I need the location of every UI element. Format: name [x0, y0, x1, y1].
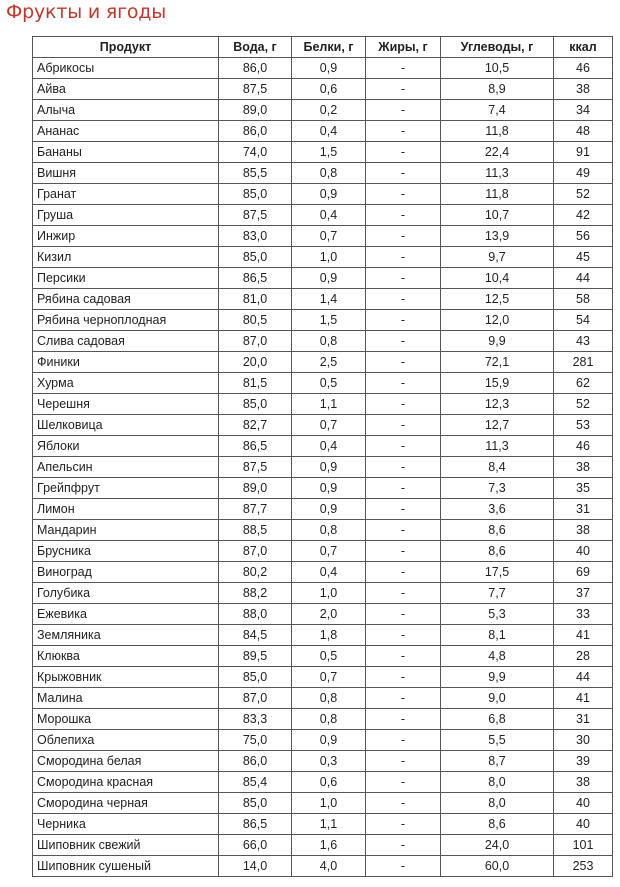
fat-cell: - — [366, 709, 441, 730]
water-cell: 80,5 — [219, 310, 292, 331]
carbs-cell: 7,4 — [441, 100, 554, 121]
water-cell: 85,4 — [219, 772, 292, 793]
water-cell: 83,3 — [219, 709, 292, 730]
product-name-cell: Черника — [33, 814, 219, 835]
fat-cell: - — [366, 562, 441, 583]
product-name-cell: Бананы — [33, 142, 219, 163]
protein-cell: 0,7 — [292, 541, 366, 562]
fat-cell: - — [366, 751, 441, 772]
product-name-cell: Клюква — [33, 646, 219, 667]
water-cell: 84,5 — [219, 625, 292, 646]
table-row — [33, 310, 613, 331]
fat-cell: - — [366, 226, 441, 247]
carbs-cell: 12,5 — [441, 289, 554, 310]
fat-cell: - — [366, 583, 441, 604]
product-name-cell: Вишня — [33, 163, 219, 184]
fat-cell: - — [366, 79, 441, 100]
table-row — [33, 604, 613, 625]
protein-cell: 0,9 — [292, 478, 366, 499]
protein-cell: 0,8 — [292, 331, 366, 352]
kcal-cell: 41 — [554, 625, 613, 646]
kcal-cell: 69 — [554, 562, 613, 583]
carbs-cell: 15,9 — [441, 373, 554, 394]
carbs-cell: 72,1 — [441, 352, 554, 373]
carbs-cell: 10,5 — [441, 58, 554, 79]
protein-cell: 0,4 — [292, 562, 366, 583]
water-cell: 86,0 — [219, 58, 292, 79]
protein-cell: 2,0 — [292, 604, 366, 625]
carbs-cell: 5,3 — [441, 604, 554, 625]
fat-cell: - — [366, 205, 441, 226]
product-name-cell: Малина — [33, 688, 219, 709]
water-cell: 89,0 — [219, 478, 292, 499]
product-name-cell: Шелковица — [33, 415, 219, 436]
fat-cell: - — [366, 373, 441, 394]
kcal-cell: 91 — [554, 142, 613, 163]
kcal-cell: 281 — [554, 352, 613, 373]
kcal-cell: 44 — [554, 268, 613, 289]
product-name-cell: Алыча — [33, 100, 219, 121]
protein-cell: 1,6 — [292, 835, 366, 856]
table-row — [33, 289, 613, 310]
kcal-cell: 62 — [554, 373, 613, 394]
protein-cell: 0,4 — [292, 121, 366, 142]
carbs-cell: 8,0 — [441, 772, 554, 793]
product-name-cell: Рябина черноплодная — [33, 310, 219, 331]
table-row — [33, 583, 613, 604]
protein-cell: 0,8 — [292, 709, 366, 730]
protein-cell: 0,9 — [292, 184, 366, 205]
table-row — [33, 457, 613, 478]
table-row — [33, 478, 613, 499]
table-row — [33, 352, 613, 373]
fat-cell: - — [366, 625, 441, 646]
product-name-cell: Земляника — [33, 625, 219, 646]
water-cell: 86,0 — [219, 121, 292, 142]
kcal-cell: 37 — [554, 583, 613, 604]
fat-cell: - — [366, 184, 441, 205]
carbs-cell: 8,0 — [441, 793, 554, 814]
water-cell: 86,5 — [219, 814, 292, 835]
water-cell: 85,0 — [219, 184, 292, 205]
table-row — [33, 163, 613, 184]
kcal-cell: 31 — [554, 499, 613, 520]
fat-cell: - — [366, 667, 441, 688]
fat-cell: - — [366, 268, 441, 289]
kcal-cell: 44 — [554, 667, 613, 688]
table-row — [33, 436, 613, 457]
table-row — [33, 625, 613, 646]
carbs-cell: 8,6 — [441, 541, 554, 562]
fat-cell: - — [366, 310, 441, 331]
water-cell: 75,0 — [219, 730, 292, 751]
table-row — [33, 499, 613, 520]
product-name-cell: Облепиха — [33, 730, 219, 751]
protein-cell: 0,9 — [292, 457, 366, 478]
product-name-cell: Гранат — [33, 184, 219, 205]
kcal-cell: 56 — [554, 226, 613, 247]
fat-cell: - — [366, 352, 441, 373]
nutrition-table — [32, 36, 613, 877]
protein-cell: 0,6 — [292, 79, 366, 100]
water-cell: 87,7 — [219, 499, 292, 520]
product-name-cell: Ананас — [33, 121, 219, 142]
water-cell: 81,5 — [219, 373, 292, 394]
column-header-carbs: Углеводы, г — [441, 37, 554, 58]
water-cell: 83,0 — [219, 226, 292, 247]
carbs-cell: 11,8 — [441, 121, 554, 142]
water-cell: 80,2 — [219, 562, 292, 583]
table-body — [33, 58, 613, 877]
kcal-cell: 46 — [554, 436, 613, 457]
water-cell: 85,0 — [219, 793, 292, 814]
product-name-cell: Инжир — [33, 226, 219, 247]
carbs-cell: 8,4 — [441, 457, 554, 478]
fat-cell: - — [366, 814, 441, 835]
table-row — [33, 688, 613, 709]
column-header-kcal: ккал — [554, 37, 613, 58]
protein-cell: 1,0 — [292, 247, 366, 268]
kcal-cell: 45 — [554, 247, 613, 268]
carbs-cell: 9,7 — [441, 247, 554, 268]
water-cell: 85,5 — [219, 163, 292, 184]
kcal-cell: 35 — [554, 478, 613, 499]
product-name-cell: Смородина черная — [33, 793, 219, 814]
table-row — [33, 562, 613, 583]
carbs-cell: 11,3 — [441, 436, 554, 457]
product-name-cell: Ежевика — [33, 604, 219, 625]
kcal-cell: 54 — [554, 310, 613, 331]
product-name-cell: Рябина садовая — [33, 289, 219, 310]
protein-cell: 2,5 — [292, 352, 366, 373]
table-row — [33, 184, 613, 205]
product-name-cell: Шиповник сушеный — [33, 856, 219, 877]
fat-cell: - — [366, 478, 441, 499]
fat-cell: - — [366, 856, 441, 877]
fat-cell: - — [366, 58, 441, 79]
carbs-cell: 8,7 — [441, 751, 554, 772]
table-row — [33, 331, 613, 352]
table-row — [33, 856, 613, 877]
kcal-cell: 42 — [554, 205, 613, 226]
water-cell: 86,5 — [219, 268, 292, 289]
carbs-cell: 9,9 — [441, 667, 554, 688]
carbs-cell: 8,9 — [441, 79, 554, 100]
fat-cell: - — [366, 835, 441, 856]
product-name-cell: Голубика — [33, 583, 219, 604]
product-name-cell: Мандарин — [33, 520, 219, 541]
kcal-cell: 43 — [554, 331, 613, 352]
fat-cell: - — [366, 163, 441, 184]
table-row — [33, 772, 613, 793]
fat-cell: - — [366, 520, 441, 541]
carbs-cell: 24,0 — [441, 835, 554, 856]
protein-cell: 0,7 — [292, 415, 366, 436]
carbs-cell: 12,3 — [441, 394, 554, 415]
product-name-cell: Смородина красная — [33, 772, 219, 793]
product-name-cell: Морошка — [33, 709, 219, 730]
table-row — [33, 247, 613, 268]
protein-cell: 0,9 — [292, 58, 366, 79]
product-name-cell: Слива садовая — [33, 331, 219, 352]
column-header-product: Продукт — [33, 37, 219, 58]
fat-cell: - — [366, 793, 441, 814]
column-header-protein: Белки, г — [292, 37, 366, 58]
water-cell: 88,2 — [219, 583, 292, 604]
table-row — [33, 814, 613, 835]
kcal-cell: 38 — [554, 457, 613, 478]
table-row — [33, 415, 613, 436]
protein-cell: 1,1 — [292, 814, 366, 835]
water-cell: 82,7 — [219, 415, 292, 436]
fat-cell: - — [366, 541, 441, 562]
product-name-cell: Финики — [33, 352, 219, 373]
water-cell: 87,0 — [219, 331, 292, 352]
product-name-cell: Груша — [33, 205, 219, 226]
product-name-cell: Айва — [33, 79, 219, 100]
table-row — [33, 79, 613, 100]
fat-cell: - — [366, 289, 441, 310]
protein-cell: 0,2 — [292, 100, 366, 121]
fat-cell: - — [366, 142, 441, 163]
protein-cell: 0,4 — [292, 436, 366, 457]
table-row — [33, 394, 613, 415]
fat-cell: - — [366, 100, 441, 121]
fat-cell: - — [366, 730, 441, 751]
table-row — [33, 268, 613, 289]
column-header-water: Вода, г — [219, 37, 292, 58]
fat-cell: - — [366, 646, 441, 667]
protein-cell: 0,8 — [292, 163, 366, 184]
carbs-cell: 10,7 — [441, 205, 554, 226]
protein-cell: 0,7 — [292, 226, 366, 247]
protein-cell: 0,3 — [292, 751, 366, 772]
table-row — [33, 226, 613, 247]
protein-cell: 0,5 — [292, 646, 366, 667]
fat-cell: - — [366, 247, 441, 268]
kcal-cell: 28 — [554, 646, 613, 667]
water-cell: 85,0 — [219, 394, 292, 415]
protein-cell: 0,9 — [292, 268, 366, 289]
table-row — [33, 835, 613, 856]
kcal-cell: 40 — [554, 814, 613, 835]
product-name-cell: Черешня — [33, 394, 219, 415]
carbs-cell: 13,9 — [441, 226, 554, 247]
carbs-cell: 3,6 — [441, 499, 554, 520]
product-name-cell: Виноград — [33, 562, 219, 583]
protein-cell: 1,5 — [292, 142, 366, 163]
carbs-cell: 11,8 — [441, 184, 554, 205]
table-row — [33, 121, 613, 142]
fat-cell: - — [366, 499, 441, 520]
carbs-cell: 9,0 — [441, 688, 554, 709]
protein-cell: 1,8 — [292, 625, 366, 646]
page-title: Фрукты и ягоды — [6, 1, 167, 23]
kcal-cell: 39 — [554, 751, 613, 772]
water-cell: 87,5 — [219, 205, 292, 226]
water-cell: 88,0 — [219, 604, 292, 625]
product-name-cell: Грейпфрут — [33, 478, 219, 499]
product-name-cell: Хурма — [33, 373, 219, 394]
table-row — [33, 58, 613, 79]
kcal-cell: 33 — [554, 604, 613, 625]
kcal-cell: 40 — [554, 793, 613, 814]
carbs-cell: 5,5 — [441, 730, 554, 751]
carbs-cell: 11,3 — [441, 163, 554, 184]
kcal-cell: 53 — [554, 415, 613, 436]
table-row — [33, 142, 613, 163]
protein-cell: 0,9 — [292, 730, 366, 751]
kcal-cell: 34 — [554, 100, 613, 121]
product-name-cell: Кизил — [33, 247, 219, 268]
carbs-cell: 7,3 — [441, 478, 554, 499]
table-row — [33, 541, 613, 562]
product-name-cell: Персики — [33, 268, 219, 289]
fat-cell: - — [366, 604, 441, 625]
protein-cell: 0,7 — [292, 667, 366, 688]
water-cell: 89,0 — [219, 100, 292, 121]
water-cell: 87,5 — [219, 457, 292, 478]
fat-cell: - — [366, 688, 441, 709]
kcal-cell: 38 — [554, 772, 613, 793]
table-row — [33, 100, 613, 121]
fat-cell: - — [366, 436, 441, 457]
water-cell: 85,0 — [219, 247, 292, 268]
table-row — [33, 667, 613, 688]
table-header-row — [33, 37, 613, 58]
product-name-cell: Крыжовник — [33, 667, 219, 688]
kcal-cell: 46 — [554, 58, 613, 79]
kcal-cell: 52 — [554, 184, 613, 205]
carbs-cell: 10,4 — [441, 268, 554, 289]
kcal-cell: 41 — [554, 688, 613, 709]
carbs-cell: 8,1 — [441, 625, 554, 646]
fat-cell: - — [366, 772, 441, 793]
carbs-cell: 7,7 — [441, 583, 554, 604]
protein-cell: 0,5 — [292, 373, 366, 394]
protein-cell: 0,8 — [292, 520, 366, 541]
carbs-cell: 12,0 — [441, 310, 554, 331]
kcal-cell: 30 — [554, 730, 613, 751]
protein-cell: 0,8 — [292, 688, 366, 709]
fat-cell: - — [366, 457, 441, 478]
table-row — [33, 205, 613, 226]
protein-cell: 0,6 — [292, 772, 366, 793]
kcal-cell: 38 — [554, 520, 613, 541]
water-cell: 66,0 — [219, 835, 292, 856]
water-cell: 85,0 — [219, 667, 292, 688]
kcal-cell: 38 — [554, 79, 613, 100]
product-name-cell: Апельсин — [33, 457, 219, 478]
carbs-cell: 6,8 — [441, 709, 554, 730]
fat-cell: - — [366, 415, 441, 436]
water-cell: 87,0 — [219, 541, 292, 562]
water-cell: 86,0 — [219, 751, 292, 772]
water-cell: 89,5 — [219, 646, 292, 667]
kcal-cell: 253 — [554, 856, 613, 877]
water-cell: 14,0 — [219, 856, 292, 877]
table-row — [33, 751, 613, 772]
carbs-cell: 17,5 — [441, 562, 554, 583]
carbs-cell: 9,9 — [441, 331, 554, 352]
water-cell: 87,5 — [219, 79, 292, 100]
protein-cell: 1,5 — [292, 310, 366, 331]
product-name-cell: Лимон — [33, 499, 219, 520]
carbs-cell: 8,6 — [441, 814, 554, 835]
water-cell: 87,0 — [219, 688, 292, 709]
table-row — [33, 730, 613, 751]
product-name-cell: Брусника — [33, 541, 219, 562]
water-cell: 88,5 — [219, 520, 292, 541]
kcal-cell: 31 — [554, 709, 613, 730]
carbs-cell: 22,4 — [441, 142, 554, 163]
kcal-cell: 40 — [554, 541, 613, 562]
protein-cell: 1,4 — [292, 289, 366, 310]
table-row — [33, 793, 613, 814]
fat-cell: - — [366, 121, 441, 142]
table-row — [33, 373, 613, 394]
carbs-cell: 8,6 — [441, 520, 554, 541]
water-cell: 86,5 — [219, 436, 292, 457]
table-row — [33, 709, 613, 730]
protein-cell: 0,4 — [292, 205, 366, 226]
kcal-cell: 58 — [554, 289, 613, 310]
kcal-cell: 101 — [554, 835, 613, 856]
kcal-cell: 52 — [554, 394, 613, 415]
carbs-cell: 4,8 — [441, 646, 554, 667]
protein-cell: 0,9 — [292, 499, 366, 520]
water-cell: 20,0 — [219, 352, 292, 373]
fat-cell: - — [366, 331, 441, 352]
product-name-cell: Яблоки — [33, 436, 219, 457]
kcal-cell: 49 — [554, 163, 613, 184]
protein-cell: 1,0 — [292, 793, 366, 814]
protein-cell: 1,1 — [292, 394, 366, 415]
water-cell: 81,0 — [219, 289, 292, 310]
carbs-cell: 12,7 — [441, 415, 554, 436]
fat-cell: - — [366, 394, 441, 415]
water-cell: 74,0 — [219, 142, 292, 163]
kcal-cell: 48 — [554, 121, 613, 142]
protein-cell: 1,0 — [292, 583, 366, 604]
product-name-cell: Шиповник свежий — [33, 835, 219, 856]
protein-cell: 4,0 — [292, 856, 366, 877]
product-name-cell: Смородина белая — [33, 751, 219, 772]
product-name-cell: Абрикосы — [33, 58, 219, 79]
table-row — [33, 646, 613, 667]
table-row — [33, 520, 613, 541]
column-header-fat: Жиры, г — [366, 37, 441, 58]
carbs-cell: 60,0 — [441, 856, 554, 877]
nutrition-table-container — [32, 36, 612, 877]
